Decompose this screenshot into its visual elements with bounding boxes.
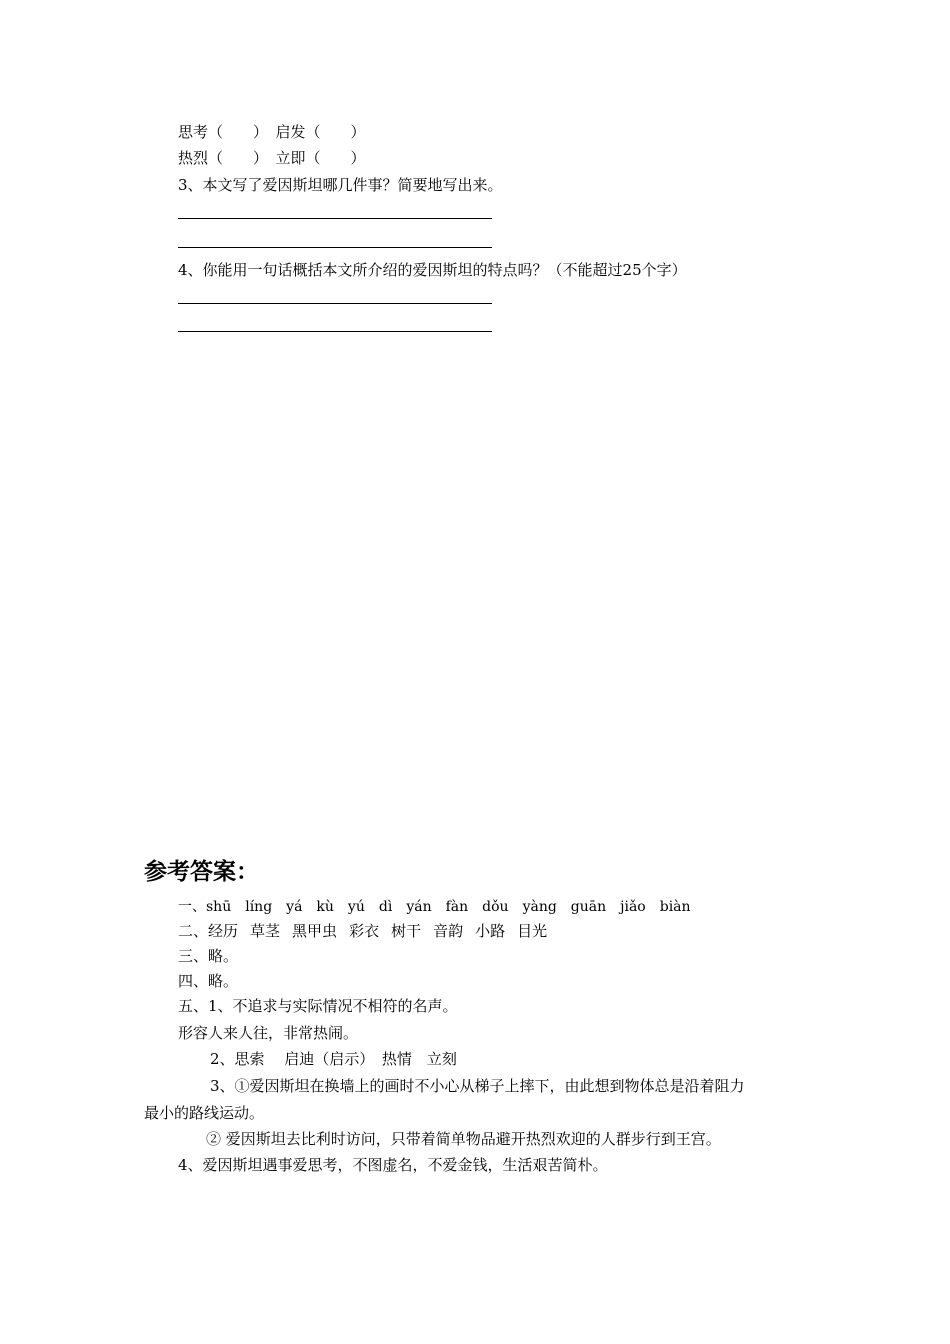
answer-section-4: 四、略。 bbox=[178, 972, 239, 990]
pinyin-item: yú bbox=[347, 899, 365, 915]
pinyin-item: yán bbox=[406, 899, 432, 915]
section-label: 一、 bbox=[178, 899, 206, 915]
answer-5-1: 五、1、不追求与实际情况不相符的名声。 bbox=[178, 997, 458, 1015]
word-item: 小路 bbox=[475, 922, 506, 940]
pinyin-item: dǒu bbox=[482, 899, 509, 915]
pinyin-item: jiǎo bbox=[620, 899, 646, 915]
pinyin-item: kù bbox=[316, 899, 334, 915]
answer-line bbox=[178, 331, 492, 332]
answer-line bbox=[178, 218, 492, 219]
pinyin-item: dì bbox=[378, 899, 393, 915]
pinyin-item: fàn bbox=[445, 899, 469, 915]
answer-section-3: 三、略。 bbox=[178, 947, 239, 965]
answer-5-3-a: 3、①爱因斯坦在换墙上的画时不小心从梯子上摔下，由此想到物体总是沿着阻力 bbox=[210, 1077, 745, 1095]
answer-section-2 bbox=[178, 922, 559, 940]
question-4: 4、你能用一句话概括本文所介绍的爱因斯坦的特点吗？（不能超过25个字） bbox=[178, 261, 687, 279]
answer-section-1 bbox=[178, 898, 705, 916]
pinyin-item: yá bbox=[286, 899, 303, 915]
answer-line bbox=[178, 247, 492, 248]
answer-5-3-c: ② 爱因斯坦去比利时访问，只带着简单物品避开热烈欢迎的人群步行到王宫。 bbox=[206, 1130, 721, 1148]
pinyin-item: líng bbox=[245, 899, 273, 915]
word-item: 目光 bbox=[517, 922, 548, 940]
word-item: 经历 bbox=[208, 922, 239, 940]
answer-5-3-b: 最小的路线运动。 bbox=[144, 1104, 265, 1122]
answer-5-4: 4、爱因斯坦遇事爱思考，不图虚名，不爱金钱，生活艰苦简朴。 bbox=[178, 1156, 608, 1174]
answer-5-2: 2、思索 启迪（启示） 热情 立刻 bbox=[210, 1050, 457, 1068]
question-row-1: 思考（ ） 启发（ ） bbox=[178, 123, 366, 141]
pinyin-item: shū bbox=[206, 899, 232, 915]
word-item: 彩衣 bbox=[349, 922, 380, 940]
answer-line bbox=[178, 303, 492, 304]
question-3: 3、本文写了爱因斯坦哪几件事？简要地写出来。 bbox=[178, 176, 503, 194]
pinyin-item: guān bbox=[570, 899, 607, 915]
pinyin-item: yàng bbox=[522, 899, 557, 915]
word-item: 黑甲虫 bbox=[292, 922, 338, 940]
pinyin-item: biàn bbox=[659, 899, 691, 915]
answer-5-1-b: 形容人来人往，非常热闹。 bbox=[178, 1024, 359, 1042]
question-row-2: 热烈（ ） 立即（ ） bbox=[178, 149, 366, 167]
section-label: 二、 bbox=[178, 922, 209, 940]
word-item: 树干 bbox=[391, 922, 422, 940]
answer-heading: 参考答案： bbox=[144, 859, 259, 885]
word-item: 音韵 bbox=[433, 922, 464, 940]
word-item: 草茎 bbox=[250, 922, 281, 940]
